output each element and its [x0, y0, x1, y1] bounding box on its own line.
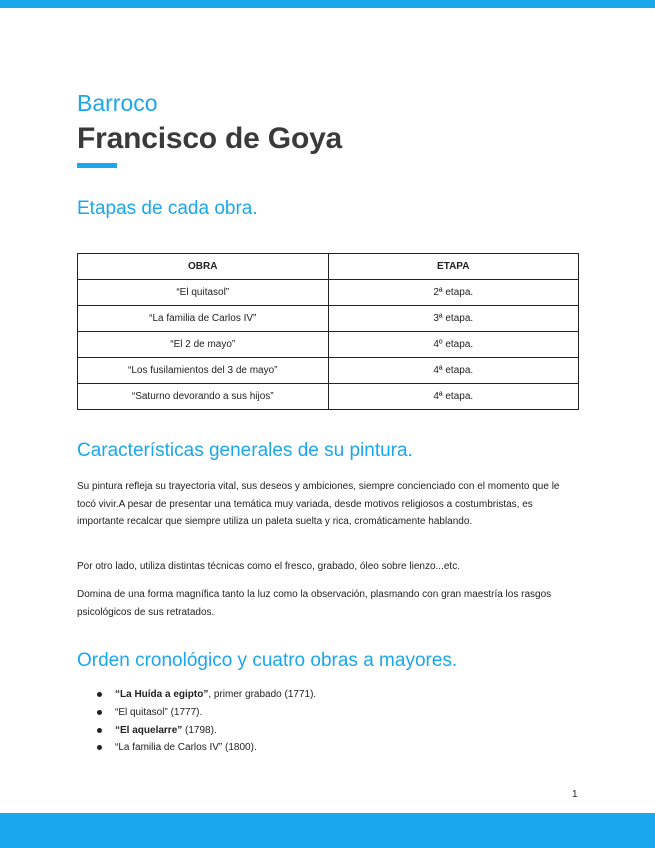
cell-obra: “La familia de Carlos IV” — [78, 306, 329, 332]
document-title: Francisco de Goya — [77, 122, 343, 155]
list-item — [77, 722, 316, 740]
paragraph-luz: Domina de una forma magnífica tanto la luz como la observación, plasmando con gran maestría los rasgos psicológicos de sus retratados. — [77, 589, 552, 618]
list-item — [77, 704, 316, 722]
cell-obra: “Saturno devorando a sus hijos” — [78, 384, 329, 410]
cell-etapa: 3ª etapa. — [328, 306, 579, 332]
chronological-list — [77, 686, 316, 757]
document-subtitle: Barroco — [77, 90, 158, 116]
bullet-icon — [97, 692, 102, 697]
list-item-text: (1798). — [182, 724, 217, 736]
list-item — [77, 739, 316, 757]
top-accent-bar — [0, 0, 655, 8]
cell-etapa: 2ª etapa. — [328, 280, 579, 306]
list-item-text: , primer grabado (1771). — [208, 689, 317, 700]
bottom-accent-bar — [0, 813, 655, 848]
bullet-icon — [97, 745, 102, 750]
title-underline — [77, 163, 117, 168]
paragraph-tecnicas: Por otro lado, utiliza distintas técnicas como el fresco, grabado, óleo sobre lienzo...etc. — [77, 561, 460, 572]
list-item-text: “El quitasol” (1777). — [115, 706, 203, 718]
cell-obra: “El quitasol” — [78, 280, 329, 306]
bullet-icon — [97, 710, 102, 715]
list-item-bold: “El aquelarre” — [115, 724, 183, 736]
section-heading-etapas: Etapas de cada obra. — [77, 198, 258, 219]
table-header-row — [78, 254, 579, 280]
table-row — [78, 384, 579, 410]
column-header-etapa: ETAPA — [328, 254, 579, 280]
column-header-obra: OBRA — [78, 254, 329, 280]
page-number: 1 — [572, 789, 578, 800]
section-heading-caracteristicas: Características generales de su pintura. — [77, 440, 413, 461]
section-heading-orden: Orden cronológico y cuatro obras a mayores. — [77, 650, 458, 671]
table-row — [78, 358, 579, 384]
table-row — [78, 280, 579, 306]
cell-etapa: 4ª etapa. — [328, 358, 579, 384]
works-table — [77, 253, 579, 410]
cell-obra: “Los fusilamientos del 3 de mayo” — [78, 358, 329, 384]
list-item-bold: “La Huída a egipto” — [115, 689, 209, 700]
paragraph-trayectoria: Su pintura refleja su trayectoria vital, sus deseos y ambiciones, siempre concienciado con el momento que le tocó vivir.A pesar de presentar una temática muy variada, desde motivos religiosos a costumbristas, es importante recalcar que siempre utiliza un paleta suelta y rica, cromáticamente hablando. — [77, 481, 560, 527]
cell-etapa: 4º etapa. — [328, 332, 579, 358]
list-item — [77, 686, 316, 704]
cell-obra: “El 2 de mayo” — [78, 332, 329, 358]
bullet-icon — [97, 728, 102, 733]
table-row — [78, 306, 579, 332]
cell-etapa: 4ª etapa. — [328, 384, 579, 410]
table-row — [78, 332, 579, 358]
list-item-text: “La familia de Carlos IV” (1800). — [115, 742, 257, 754]
